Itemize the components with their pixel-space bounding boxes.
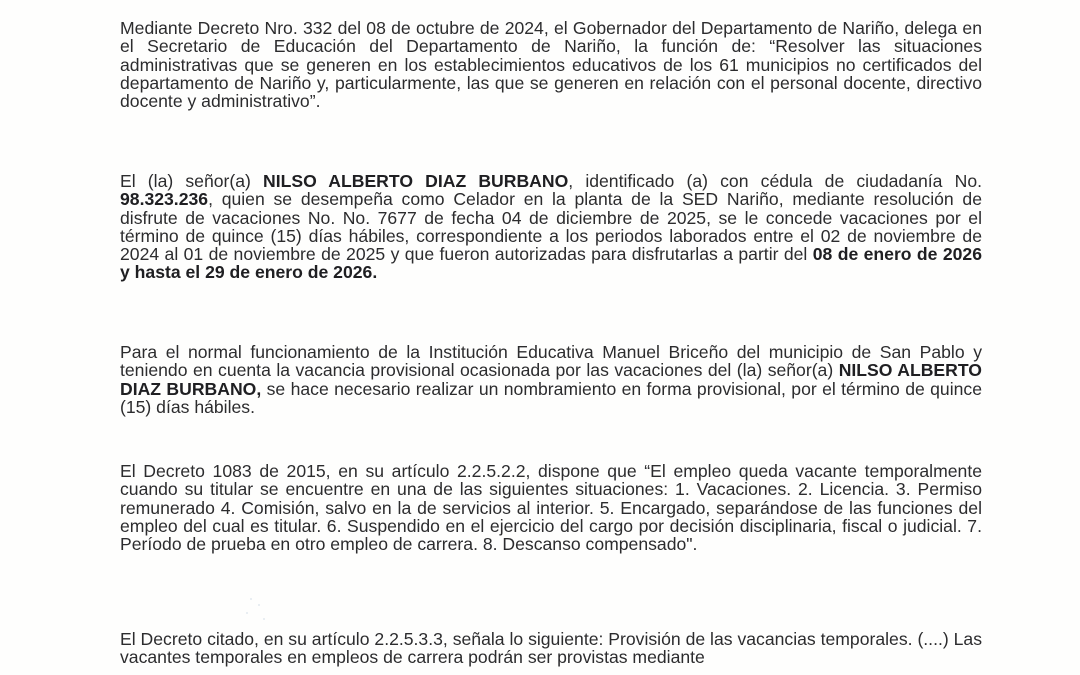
bold-text-run: NILSO ALBERTO DIAZ BURBANO, — [120, 360, 982, 399]
text-run: El Decreto citado, en su artículo 2.2.5.3.3, señala lo siguiente: Provisión de las vacancias temporales. (....) Las vacantes temporales en empleos de carrera podrán ser provistas mediante — [120, 629, 982, 668]
paragraph-nombramiento-provisional — [120, 343, 982, 416]
bold-text-run: 08 de enero de 2026 y hasta el 29 de enero de 2026. — [120, 244, 982, 283]
paragraph-decreto-1083 — [120, 462, 982, 553]
bold-text-run: NILSO ALBERTO DIAZ BURBANO — [263, 171, 569, 191]
scan-speck — [250, 598, 252, 600]
text-run: Mediante Decreto Nro. 332 del 08 de octubre de 2024, el Gobernador del Departamento de Nariño, delega en el Secretario de Educación del Departamento de Nariño, la función de: “Resolver las situaciones administrativas que se generen en los establecimientos educativos de los 61 municipios no certificados del departamento de Nariño y, particularmente, las que se generen en relación con el personal docente, directivo docente y administrativo”. — [120, 18, 982, 112]
text-run: El Decreto 1083 de 2015, en su artículo 2.2.5.2.2, dispone que “El empleo queda vacante temporalmente cuando su titular se encuentre en una de las siguientes situaciones: 1. Vacaciones. 2. Licencia. 3. Permiso remunerado 4. Comisión, salvo en la de servicios al interior. 5. Encargado, separándose de las funciones del empleo del cual es titular. 6. Suspendido en el ejercicio del cargo por decisión disciplinaria, fiscal o judicial. 7. Período de prueba en otro empleo de carrera. 8. Descanso compensado". — [120, 461, 982, 555]
text-run: Para el normal funcionamiento de la Institución Educativa Manuel Briceño del municipio de San Pablo y teniendo en cuenta la vacancia provisional ocasionada por las vacaciones del (la) señor(a) — [120, 342, 982, 381]
paragraph-vacaciones — [120, 172, 982, 282]
paragraph-decreto-citado — [120, 630, 982, 667]
scan-speck — [258, 604, 260, 606]
scan-speck — [263, 618, 265, 620]
text-run: , identificado (a) con cédula de ciudadanía No. — [568, 171, 982, 191]
text-run: se hace necesario realizar un nombramiento en forma provisional, por el término de quince (15) días hábiles. — [120, 378, 982, 417]
scan-speck — [246, 612, 248, 614]
paragraph-decreto-332 — [120, 19, 982, 110]
text-run: El (la) señor(a) — [120, 171, 264, 191]
bold-text-run: 98.323.236 — [120, 189, 209, 210]
text-run: , quien se desempeña como Celador en la planta de la SED Nariño, mediante resolución de disfrute de vacaciones No. No. 7677 de fecha 04 de diciembre de 2025, se le concede vacaciones por el término de quince (15) días hábiles, correspondiente a los periodos laborados entre el 02 de noviembre de 2024 al 01 de noviembre de 2025 y que fueron autorizadas para disfrutarlas a partir del — [120, 189, 982, 265]
